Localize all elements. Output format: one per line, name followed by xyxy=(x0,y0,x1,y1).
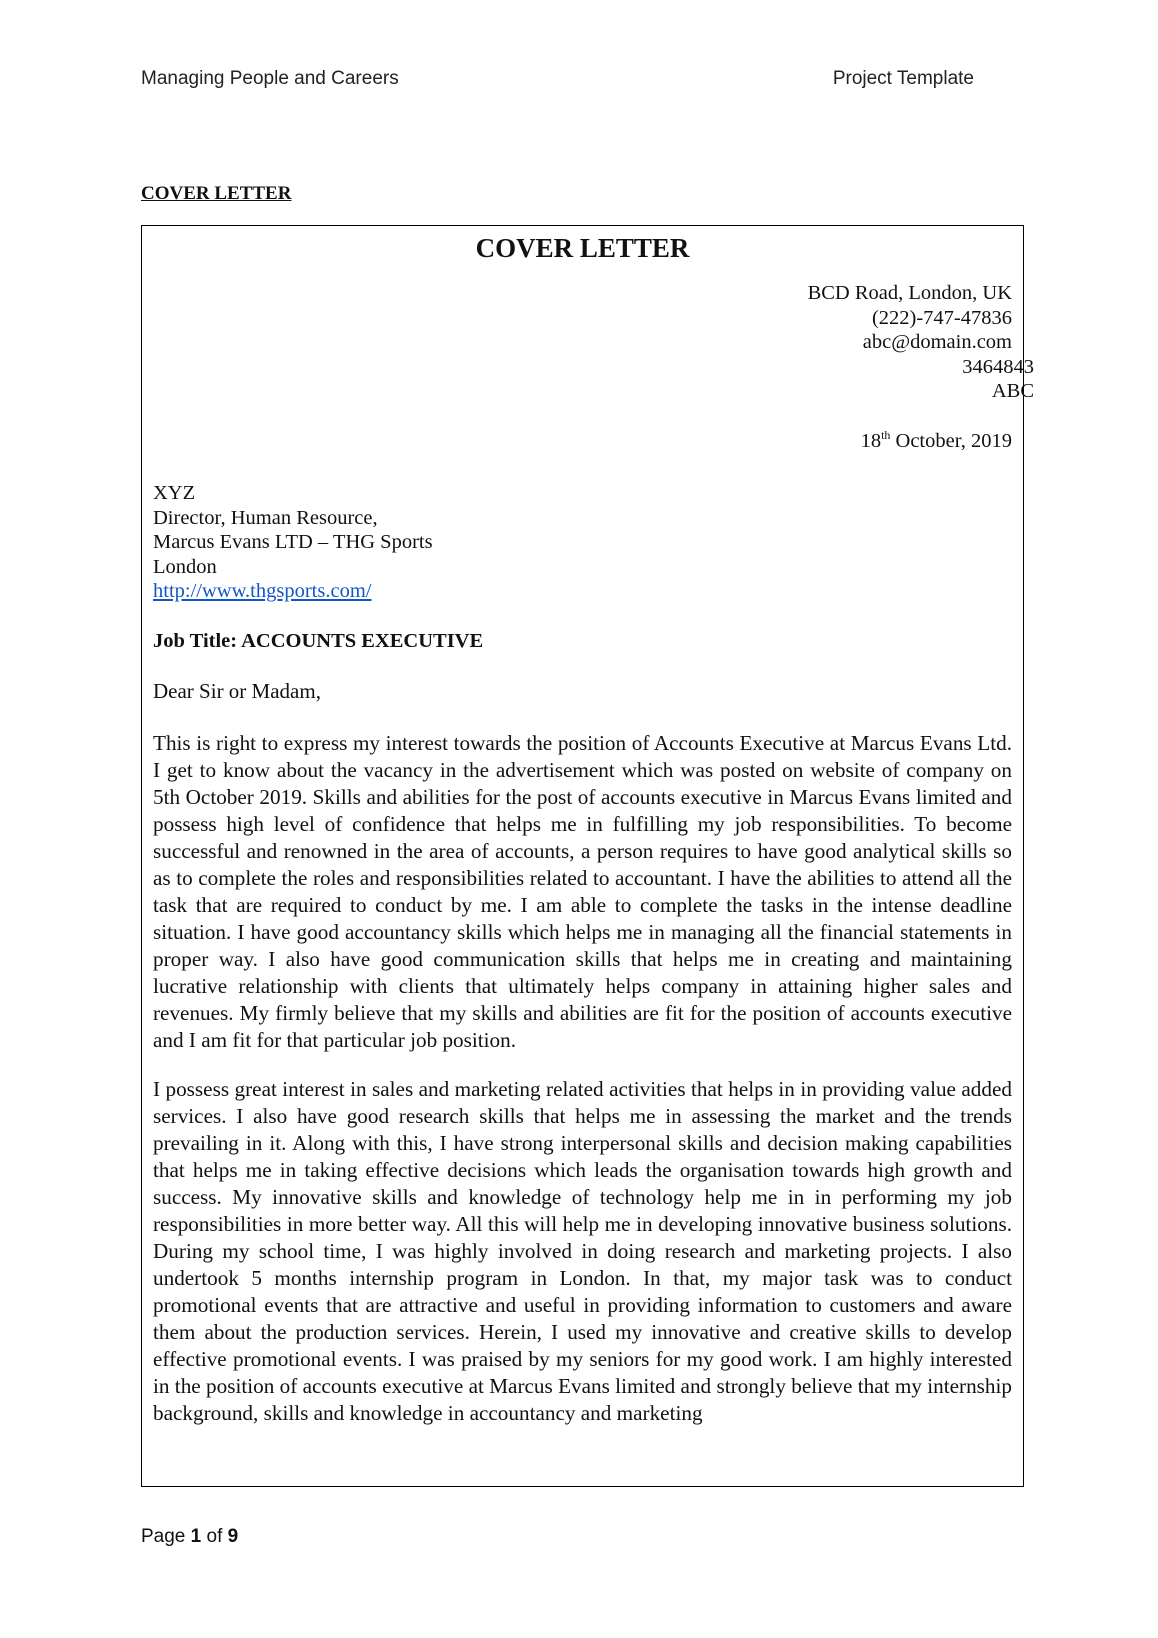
page-header xyxy=(141,68,974,90)
date-rest: October, 2019 xyxy=(890,429,1012,452)
recipient-title: Director, Human Resource, xyxy=(153,506,378,529)
cover-letter-content xyxy=(153,226,1034,1427)
footer-of-word: of xyxy=(206,1526,223,1547)
recipient-company: Marcus Evans LTD – THG Sports xyxy=(153,531,433,554)
sender-name: ABC xyxy=(991,380,1034,403)
section-heading: COVER LETTER xyxy=(141,183,292,204)
job-title: Job Title: ACCOUNTS EXECUTIVE xyxy=(153,629,484,652)
sender-id: 3464843 xyxy=(962,355,1034,378)
body-paragraph-2: I possess great interest in sales and marketing related activities that helps in in providing value added services. I also have good research skills that helps me in assessing the market and the trends prevailing in it. Along with this, I have strong interpersonal skills and decision making capabilities that helps me in taking effective decisions which leads the organisation towards high growth and success. My innovative skills and knowledge of technology help me in in performing my job responsibilities in more better way. All this will help me in developing innovative business solutions. During my school time, I was highly involved in doing research and marketing projects. I also undertook 5 months internship program in London. In that, my major task was to conduct promotional events that are attractive and useful in providing information to customers and aware them about the production services. Herein, I used my innovative and creative skills to develop effective promotional events. I was praised by my seniors for my good work. I am highly interested in the position of accounts executive at Marcus Evans limited and strongly believe that my internship background, skills and knowledge in accountancy and marketing xyxy=(153,1076,1012,1425)
header-left-text: Managing People and Careers xyxy=(141,68,399,89)
body-paragraph-1: This is right to express my interest towards the position of Accounts Executive at Marcus Evans Ltd. I get to know about the vacancy in the advertisement which was posted on website of company on 5th October 2019. Skills and abilities for the post of accounts executive in Marcus Evans limited and possess high level of confidence that helps me in fulfilling my job responsibilities. To become successful and renowned in the area of accounts, a person requires to have good analytical skills so as to complete the roles and responsibilities related to accountant. I have the abilities to attend all the task that are required to conduct by me. I am able to complete the tasks in the intense deadline situation. I have good accountancy skills which helps me in managing all the financial statements in proper way. I also have good communication skills that helps me in creating and maintaining lucrative relationship with clients that ultimately helps company in attaining higher sales and revenues. My firmly believe that my skills and abilities are fit for the position of accounts executive and I am fit for that particular job position. xyxy=(153,730,1012,1052)
header-right-text: Project Template xyxy=(832,68,974,89)
letter-date xyxy=(153,429,1012,453)
recipient-city: London xyxy=(153,555,217,578)
footer-page-word: Page xyxy=(141,1526,186,1547)
recipient-website-link[interactable]: http://www.thgsports.com/ xyxy=(153,580,372,603)
letter-title: COVER LETTER xyxy=(475,233,690,263)
recipient-name: XYZ xyxy=(153,481,196,504)
date-day: 18 xyxy=(860,429,882,452)
sender-email: abc@domain.com xyxy=(862,331,1012,354)
footer-page-current: 1 xyxy=(190,1526,202,1547)
footer-page-total: 9 xyxy=(227,1526,239,1547)
page-footer xyxy=(141,1526,238,1548)
sender-phone: (222)-747-47836 xyxy=(871,306,1012,329)
sender-block xyxy=(153,281,1034,404)
date-suffix: th xyxy=(881,428,891,443)
sender-address: BCD Road, London, UK xyxy=(807,282,1012,304)
recipient-block xyxy=(153,481,1012,604)
salutation: Dear Sir or Madam, xyxy=(153,678,321,703)
cover-letter-box xyxy=(141,225,1034,1487)
